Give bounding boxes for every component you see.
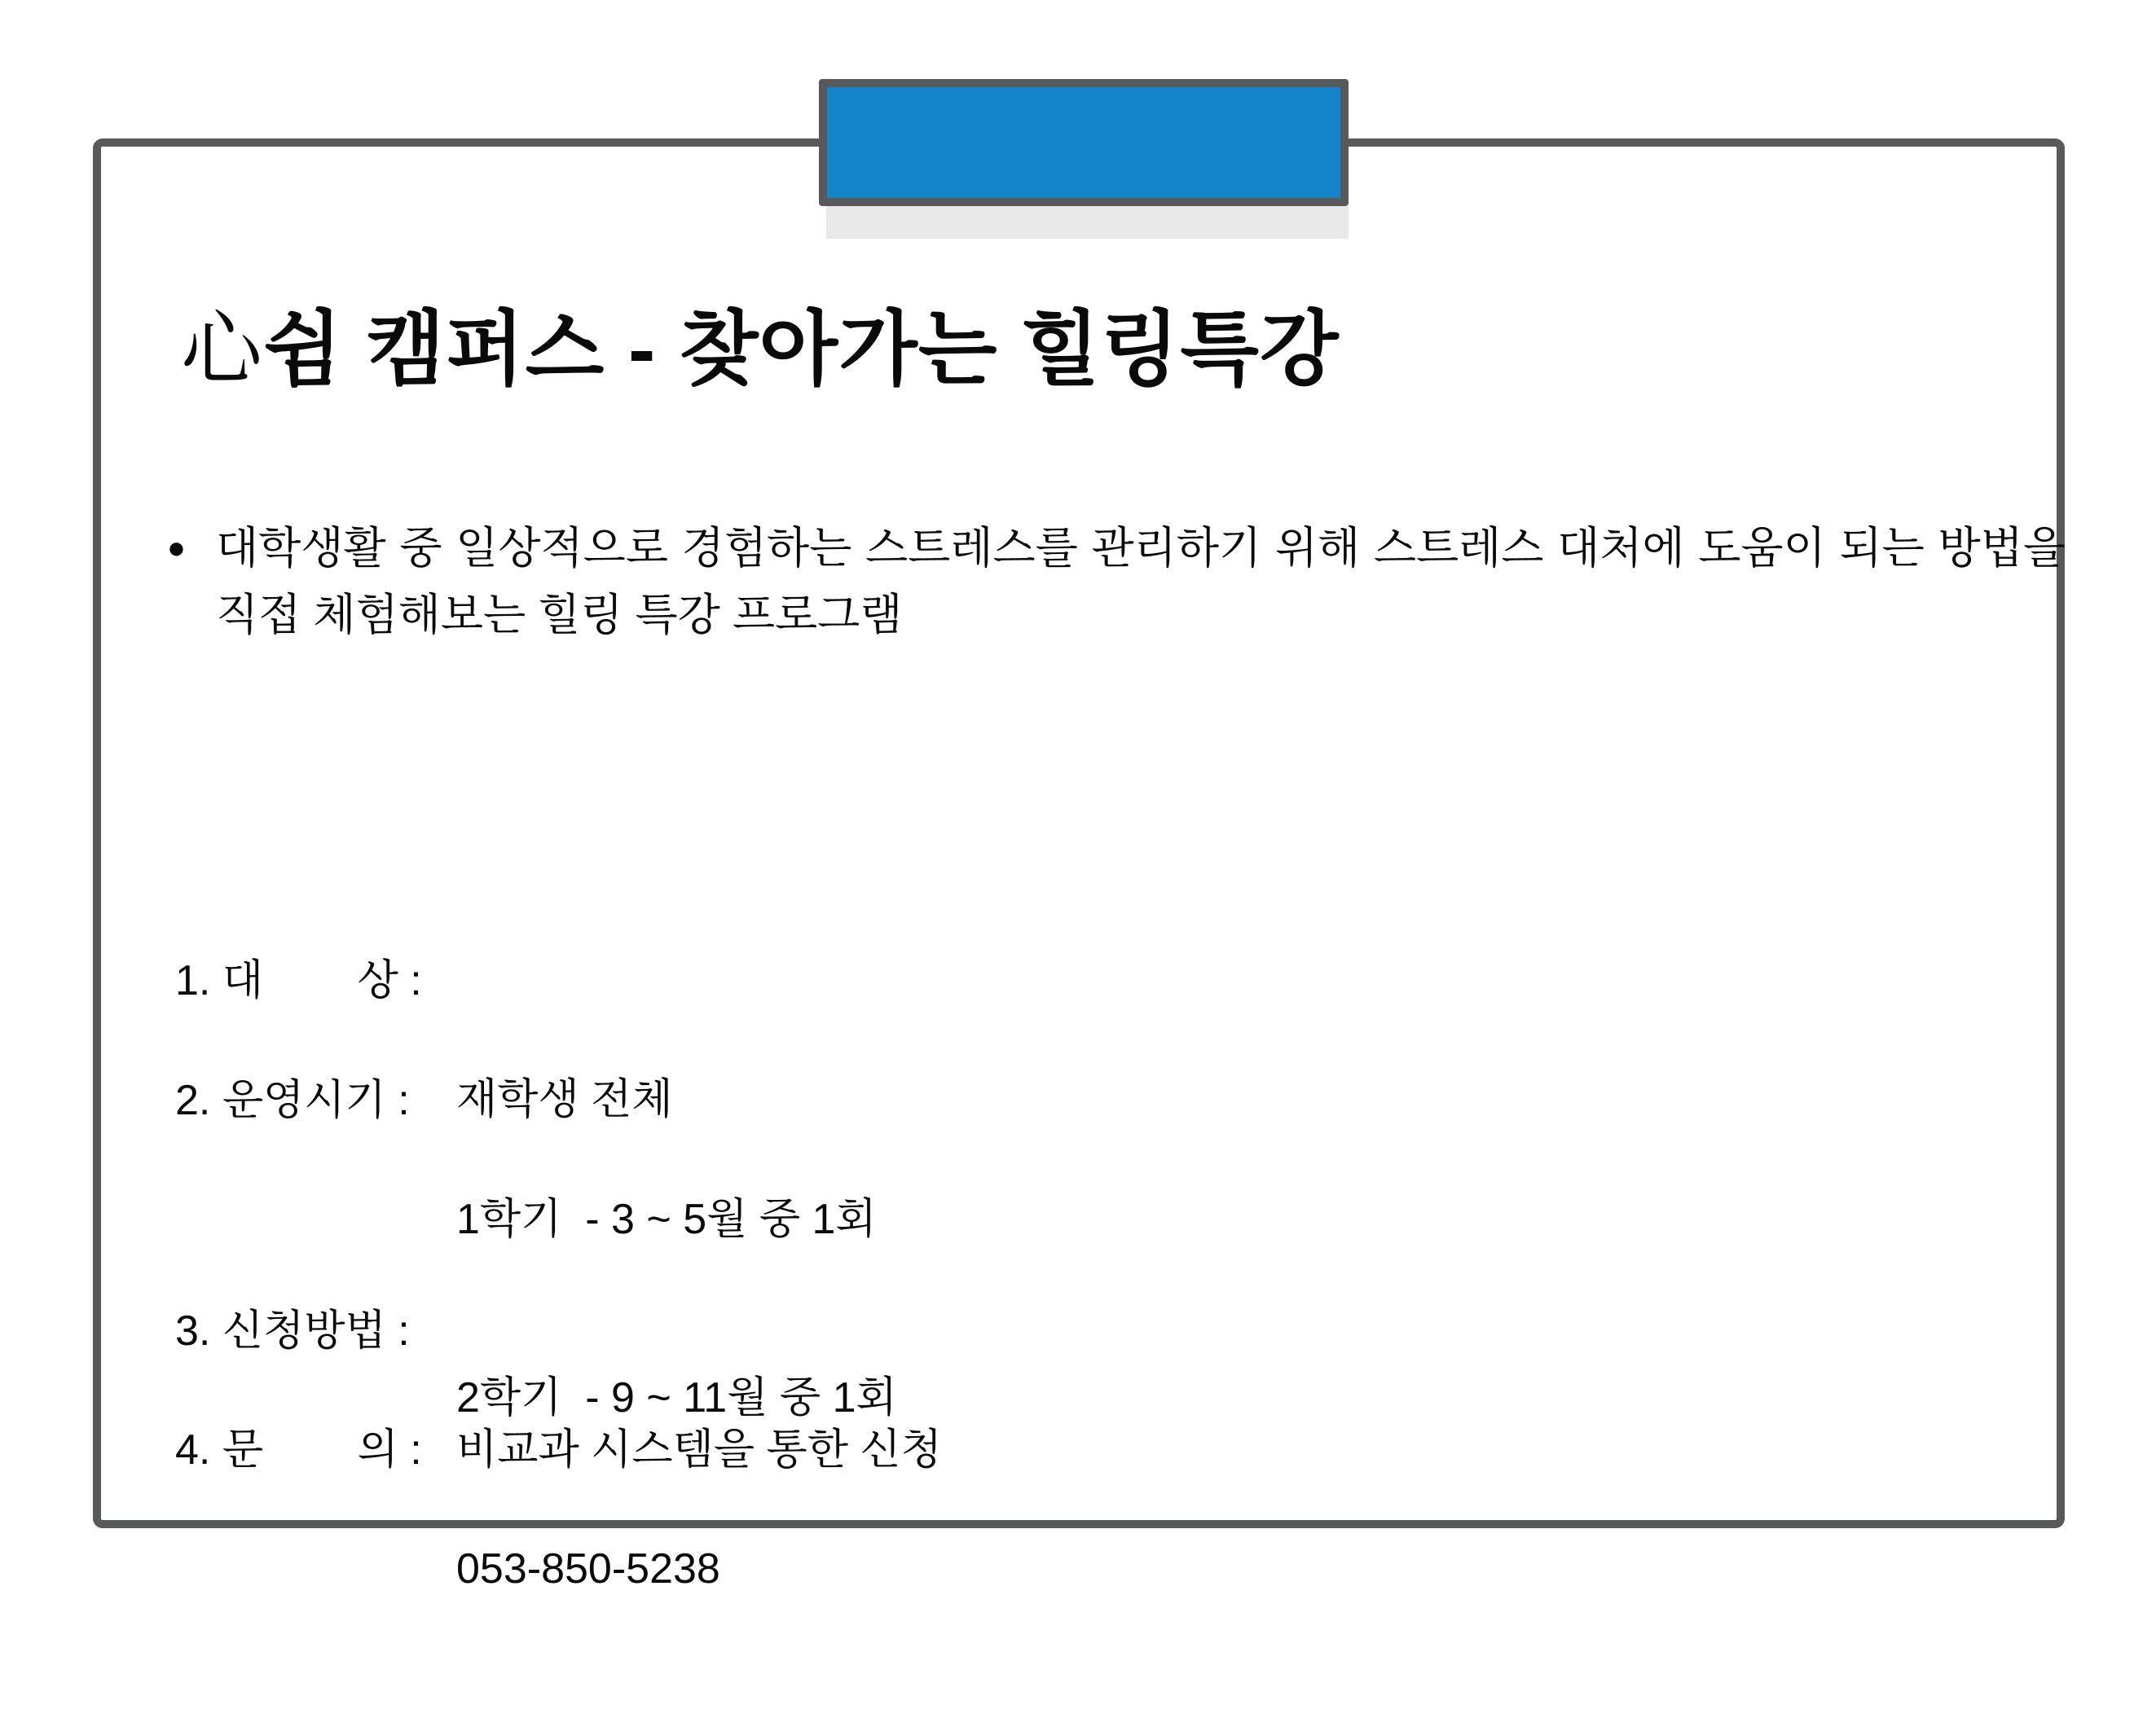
tab-shadow: [826, 206, 1349, 239]
description-bullet-item: [167, 515, 2066, 648]
info-value-line: 053-850-5238: [456, 1545, 720, 1593]
info-label: 3. 신청방법 :: [175, 1307, 410, 1355]
title-hanja-heart: 心: [181, 304, 263, 395]
info-label: 2. 운영시기 :: [175, 1077, 410, 1124]
info-value-line: 재학생 전체: [456, 1076, 673, 1123]
info-label: 4. 문 의 :: [175, 1426, 422, 1474]
info-label: 1. 대 상 :: [175, 957, 422, 1004]
description-text: 대학생활 중 일상적으로 경험하는 스트레스를 관리하기 위해 스트레스 대처에 도움이 되는 방법을 직접 체험해보는 힐링 특강 프로그램: [216, 524, 2066, 639]
info-value-line: 2학기 - 9 ~ 11월 중 1회: [456, 1374, 897, 1421]
info-row-contact: [175, 1421, 720, 1718]
info-value-line: 비교과 시스템을 통한 신청: [456, 1426, 942, 1474]
title-text: 쉼 캠퍼스 - 찾아가는 힐링특강: [263, 304, 1340, 395]
bullet-dot-icon: ●: [167, 531, 186, 565]
top-tab: [819, 79, 1349, 206]
page-title: [181, 283, 1340, 401]
info-value-line: 1학기 - 3 ~ 5월 중 1회: [456, 1196, 877, 1243]
info-value: [456, 1421, 720, 1718]
